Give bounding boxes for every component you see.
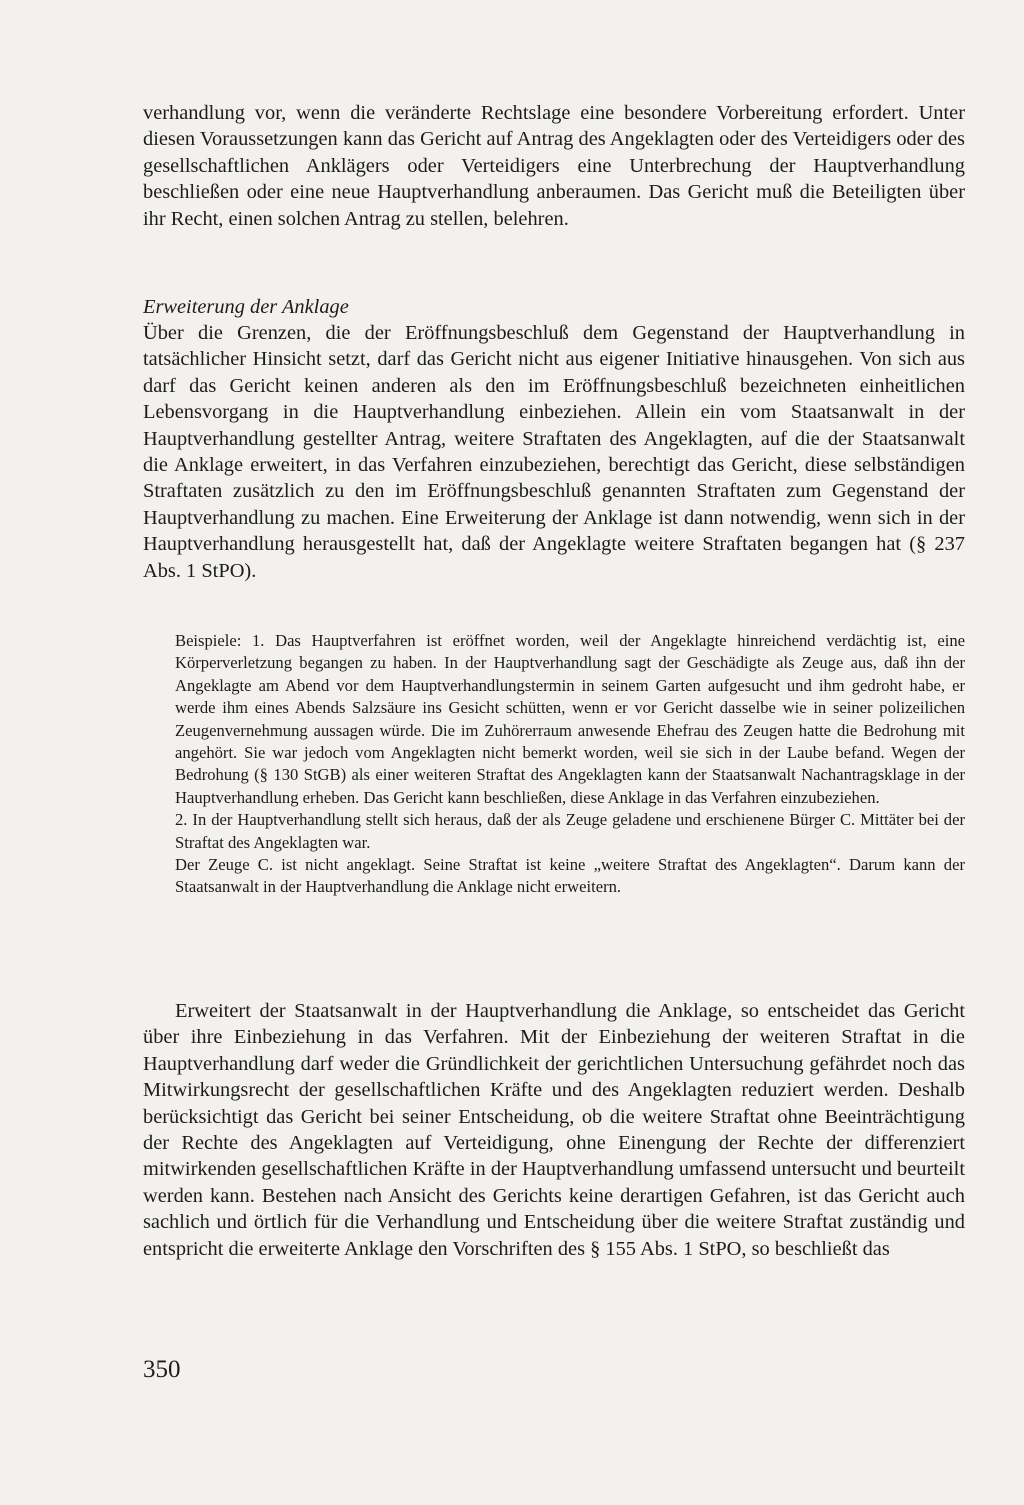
examples-block <box>175 630 965 899</box>
paragraph-top: verhandlung vor, wenn die veränderte Rechtslage eine besondere Vorbereitung erfordert. Unter diesen Voraussetzungen kann das Gericht auf Antrag des Angeklagten oder des Verteidigers oder des gesellschaftlichen Anklägers oder Verteidigers eine Unterbrechung der Hauptverhandlung beschließen oder eine neue Hauptverhandlung anberaumen. Das Gericht muß die Beteiligten über ihr Recht, einen solchen Antrag zu stellen, belehren. <box>143 102 965 230</box>
example-paragraph-1: Beispiele: 1. Das Hauptverfahren ist eröffnet worden, weil der Angeklagte hinreichend verdächtig ist, eine Körperverletzung begangen zu haben. In der Hauptverhandlung sagt der Geschädigte als Zeuge aus, daß ihn der Angeklagte am Abend vor dem Hauptverhandlungstermin in seinem Garten aufgesucht und ihm gedroht habe, er werde ihm eines Abends Salzsäure ins Gesicht schütten, wenn er vor Gericht dasselbe wie in seiner polizeilichen Zeugenvernehmung aussagen würde. Die im Zuhörerraum anwesende Ehefrau des Zeugen hatte die Bedrohung mit angehört. Sie war jedoch vom Angeklagten nicht bemerkt worden, weil sie sich in der Laube befand. Wegen der Bedrohung (§ 130 StGB) als einer weiteren Straftat des Angeklagten kann der Staatsanwalt Nachantragsklage in der Hauptverhandlung erheben. Das Gericht kann beschließen, diese Anklage in das Verfahren einzubeziehen. <box>175 631 965 807</box>
page-number: 350 <box>143 1356 181 1383</box>
paragraph-section: Über die Grenzen, die der Eröffnungsbeschluß dem Gegenstand der Hauptverhandlung in tatsächlicher Hinsicht setzt, darf das Gericht nicht aus eigener Initiative hinausgehen. Von sich aus darf das Gericht keinen anderen als den im Eröffnungsbeschluß bezeichneten einheitlichen Lebensvorgang in die Hauptverhandlung einbeziehen. Allein ein vom Staatsanwalt in der Hauptverhandlung gestellter Antrag, weitere Straftaten des Angeklagten, auf die der Staatsanwalt die Anklage erweitert, in das Verfahren einzubeziehen, berechtigt das Gericht, diese selbständigen Straftaten zusätzlich zu den im Eröffnungsbeschluß genannten Straftaten zum Gegenstand der Hauptverhandlung zu machen. Eine Erweiterung der Anklage ist dann notwendig, wenn sich in der Hauptverhandlung herausgestellt hat, daß der Angeklagte weitere Straftaten begangen hat (§ 237 Abs. 1 StPO). <box>143 322 965 582</box>
section-heading: Erweiterung der Anklage <box>143 296 349 318</box>
paragraph-bottom: Erweitert der Staatsanwalt in der Hauptverhandlung die Anklage, so entscheidet das Gericht über ihre Einbeziehung in das Verfahren. Mit der Einbeziehung der weiteren Straftat in die Hauptverhandlung darf weder die Gründlichkeit der gerichtlichen Untersuchung gefährdet noch das Mitwirkungsrecht der gesellschaftlichen Kräfte und des Angeklagten reduziert werden. Deshalb berücksichtigt das Gericht bei seiner Entscheidung, ob die weitere Straftat ohne Beeinträchtigung der Rechte des Angeklagten auf Verteidigung, ohne Einengung der Rechte der differenziert mitwirkenden gesellschaftlichen Kräfte in der Hauptverhandlung umfassend untersucht und beurteilt werden kann. Bestehen nach Ansicht des Gerichts keine derartigen Gefahren, ist das Gericht auch sachlich und örtlich für die Verhandlung und Entscheidung über die weitere Straftat zuständig und entspricht die erweiterte Anklage den Vorschriften des § 155 Abs. 1 StPO, so beschließt das <box>143 1000 965 1260</box>
example-paragraph-2: 2. In der Hauptverhandlung stellt sich heraus, daß der als Zeuge geladene und erschienene Bürger C. Mittäter bei der Straftat des Angeklagten war. <box>175 810 965 852</box>
example-paragraph-3: Der Zeuge C. ist nicht angeklagt. Seine Straftat ist keine „weitere Straftat des Angeklagten“. Darum kann der Staatsanwalt in der Hauptverhandlung die Anklage nicht erweitern. <box>175 855 965 897</box>
